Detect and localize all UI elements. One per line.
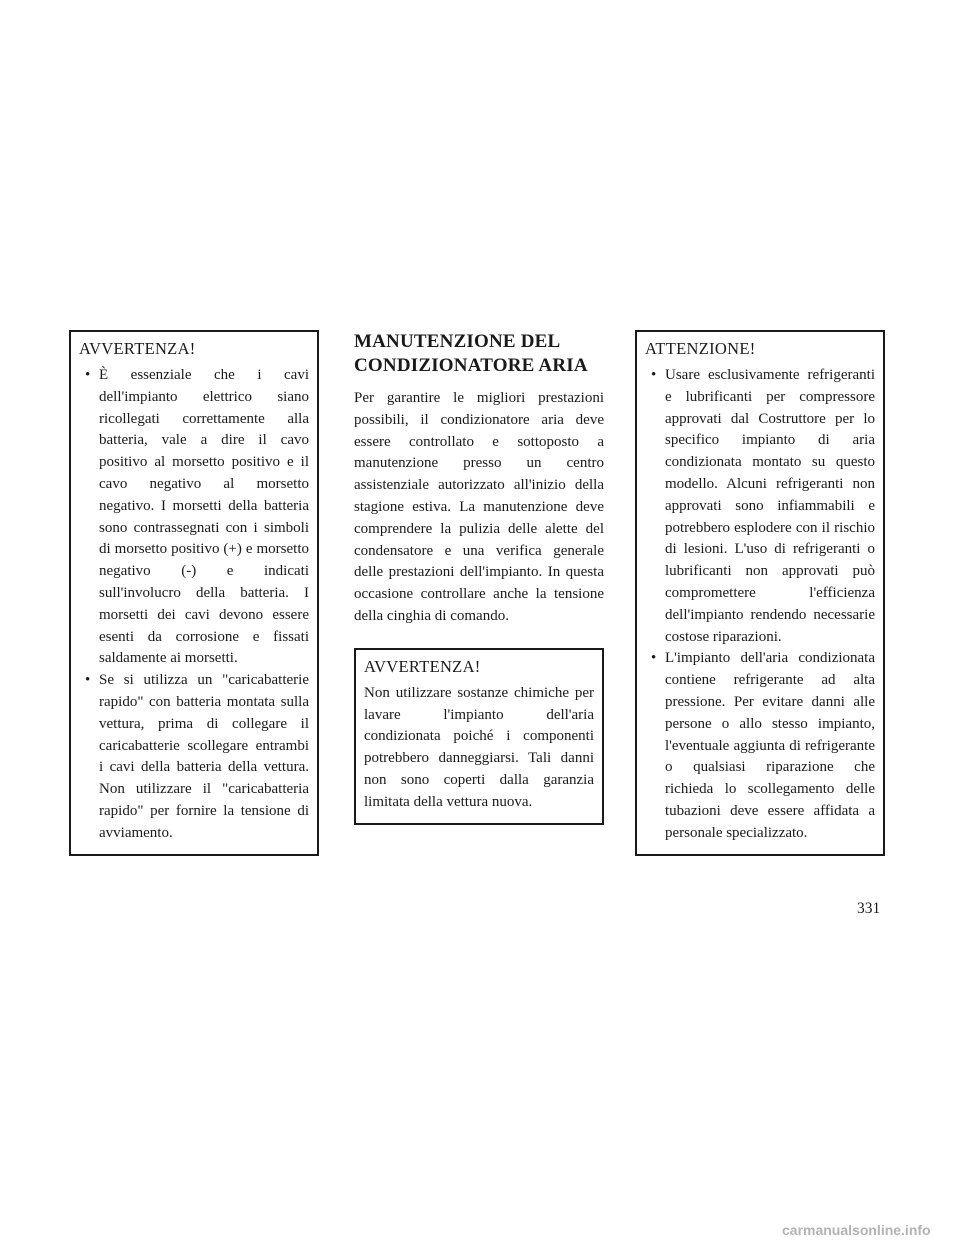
warning-box-battery: [69, 330, 319, 856]
caution-box-refrigerant: [635, 330, 885, 856]
warning-title: AVVERTENZA!: [364, 656, 481, 676]
watermark: carmanualsonline.info: [782, 1222, 931, 1238]
right-column: [635, 330, 885, 856]
caution-bullet: • L'impianto dell'aria condizionata contiene refrigerante ad alta pressione. Per evitare danni alle persone o allo stesso impianto, l'eventuale aggiunta di refrigerante o qualsiasi riparazione che richieda lo scollegamento delle tubazioni deve essere affidata a personale specializzato.: [651, 650, 875, 841]
caution-title: ATTENZIONE!: [645, 339, 756, 358]
warning-bullet: • È essenziale che i cavi dell'impianto elettrico siano ricollegati correttamente alla batteria, vale a dire il cavo positivo al morsetto positivo e il cavo negativo al morsetto negativo. I morsetti della batteria sono contrassegnati con i simboli di morsetto positivo (+) e morsetto negativo (-) e indicati sull'involucro della batteria. I morsetti dei cavi devono essere esenti da corrosione e fissati saldamente ai morsetti.: [85, 367, 309, 667]
warning-text: Non utilizzare sostanze chimiche per lavare l'impianto dell'aria condizionata poiché i componenti potrebbero danneggiarsi. Tali danni non sono coperti dalla garanzia limitata della vettura nuova.: [364, 684, 594, 810]
warning-list: [79, 365, 309, 845]
bullet-icon: •: [651, 650, 657, 667]
page-number: 331: [857, 900, 881, 917]
bullet-icon: •: [85, 367, 91, 383]
warning-title: AVVERTENZA!: [79, 339, 196, 358]
caution-list: [645, 365, 875, 845]
left-column: [69, 330, 319, 856]
bullet-icon: •: [651, 367, 657, 383]
caution-bullet: • Usare esclusivamente refrigeranti e lubrificanti per compressore approvati dal Costruttore per lo specifico impianto di aria condizionata montato su questo modello. Alcuni refrigeranti non approvati sono infiammabili e potrebbero esplodere con il rischio di lesioni. L'uso di refrigeranti o lubrificanti non approvati può compromettere l'efficienza dell'impianto rendendo necessarie costose riparazioni.: [651, 367, 875, 645]
warning-box-chemicals: [354, 648, 604, 825]
middle-column: [354, 330, 604, 825]
bullet-icon: •: [85, 672, 91, 689]
section-heading: MANUTENZIONE DEL CONDIZIONATORE ARIA: [354, 331, 588, 376]
section-paragraph: Per garantire le migliori prestazioni possibili, il condizionatore aria deve essere controllato e sottoposto a manutenzione presso un centro assistenziale autorizzato all'inizio della stagione estiva. La manutenzione deve comprendere la pulizia delle alette del condensatore e una verifica generale delle prestazioni dell'impianto. In questa occasione controllare anche la tensione della cinghia di comando.: [354, 390, 604, 624]
warning-bullet: • Se si utilizza un "caricabatterie rapido" con batteria montata sulla vettura, prima di collegare il caricabatterie scollegare entrambi i cavi della batteria della vettura. Non utilizzare il "caricabatteria rapido" per fornire la tensione di avviamento.: [85, 672, 309, 841]
